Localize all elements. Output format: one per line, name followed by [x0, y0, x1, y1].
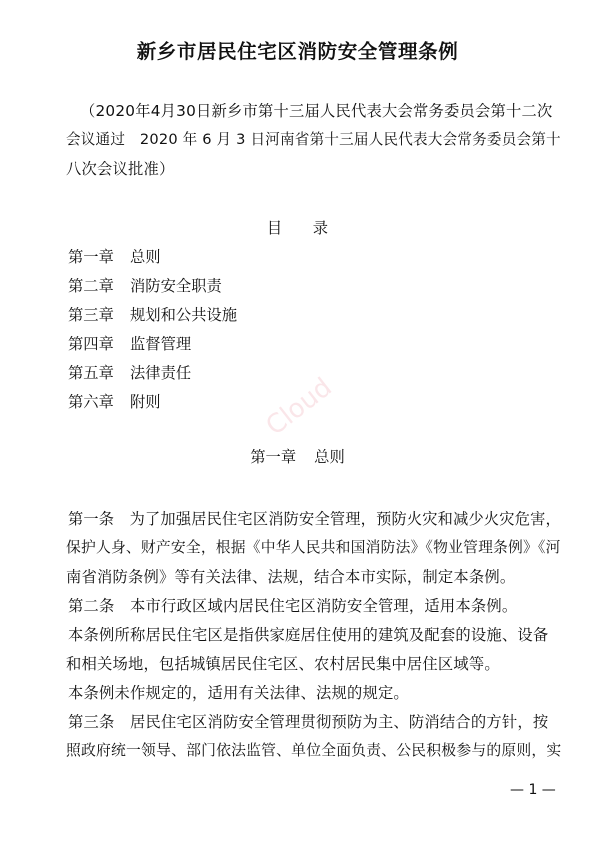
article-line: 第一条 为了加强居民住宅区消防安全管理，预防火灾和减少火灾危害，	[68, 510, 561, 528]
chapter-heading	[0, 445, 595, 467]
toc-chapter-number: 第六章	[68, 393, 114, 411]
approval-note-line: （2020年4月30日新乡市第十三届人民代表大会常务委员会第十二次	[80, 102, 553, 120]
toc-chapter-name: 规划和公共设施	[130, 306, 238, 324]
toc-heading: 目 录	[266, 219, 329, 237]
toc-item	[68, 245, 161, 267]
toc-chapter-name: 附则	[130, 393, 161, 411]
toc-chapter-number: 第四章	[68, 335, 114, 353]
toc-item	[68, 332, 191, 354]
toc-chapter-number: 第五章	[68, 364, 114, 382]
toc-chapter-name: 法律责任	[130, 364, 192, 382]
chapter-name: 总则	[314, 448, 345, 466]
article-line: 第二条 本市行政区域内居民住宅区消防安全管理，适用本条例。	[68, 597, 518, 615]
document-title: 新乡市居民住宅区消防安全管理条例	[136, 40, 459, 63]
article-line: 保护人身、财产安全，根据《中华人民共和国消防法》《物业管理条例》《河	[66, 539, 561, 556]
approval-note-line: 八次会议批准）	[66, 160, 175, 178]
toc-chapter-name: 总则	[130, 248, 161, 266]
article-line: 本条例未作规定的，适用有关法律、法规的规定。	[68, 684, 409, 702]
article-line: 第三条 居民住宅区消防安全管理贯彻预防为主、防消结合的方针，按	[68, 713, 549, 731]
toc-chapter-number: 第三章	[68, 306, 114, 324]
article-line: 照政府统一领导、部门依法监管、单位全面负责、公民积极参与的原则，实	[66, 742, 562, 759]
article-line: 本条例所称居民住宅区是指供家庭居住使用的建筑及配套的设施、设备	[68, 626, 549, 644]
toc-chapter-name: 消防安全职责	[130, 277, 222, 295]
toc-item	[68, 390, 161, 412]
toc-chapter-number: 第一章	[68, 248, 114, 266]
chapter-number: 第一章	[250, 448, 297, 466]
approval-note-line: 会议通过 2020 年 6 月 3 日河南省第十三届人民代表大会常务委员会第十	[66, 131, 561, 148]
toc-item	[68, 303, 237, 325]
article-line: 和相关场地，包括城镇居民住宅区、农村居民集中居住区域等。	[66, 655, 500, 673]
toc-item	[68, 361, 191, 383]
article-line: 南省消防条例》等有关法律、法规，结合本市实际，制定本条例。	[66, 568, 516, 586]
toc-chapter-number: 第二章	[68, 277, 114, 295]
toc-chapter-name: 监督管理	[130, 335, 192, 353]
page-number: — 1 —	[510, 782, 556, 798]
toc-item	[68, 274, 222, 296]
watermark-logo: Cloud	[260, 372, 338, 442]
